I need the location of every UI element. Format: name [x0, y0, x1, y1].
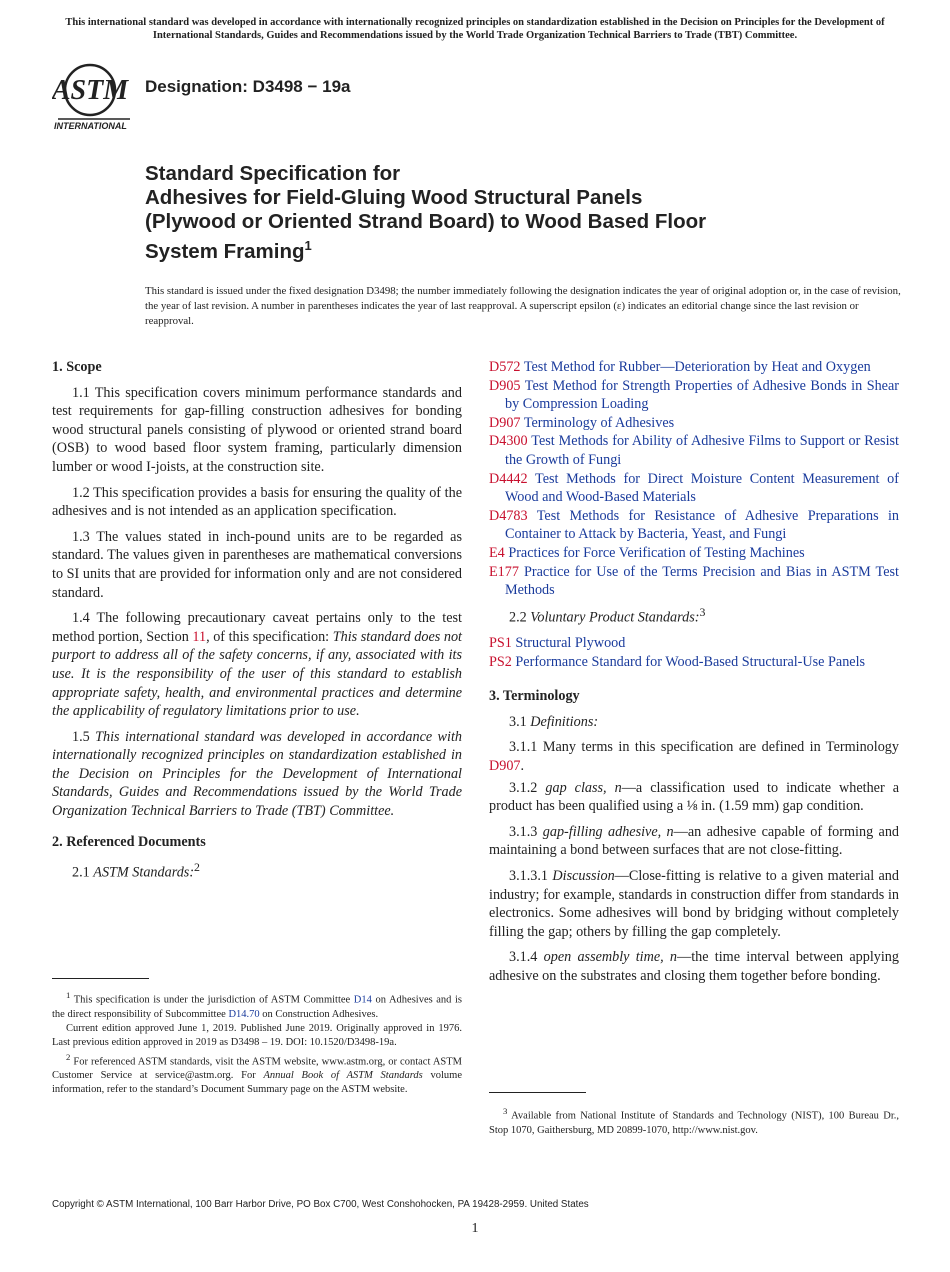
reference-item[interactable] — [489, 470, 899, 507]
footnote-1: $^1$ This specification is under the jurisdiction of ASTM Committee D14 on Adhesives and is the direct responsibility of Subcommittee D14.70 on Construction Adhesives. — [52, 990, 463, 1020]
reference-code[interactable]: D4783 — [489, 507, 528, 524]
reference-item[interactable] — [489, 358, 899, 377]
reference-title[interactable]: Test Method for Rubber—Deterioration by Heat and Oxygen — [523, 359, 871, 375]
footnotes-left — [52, 988, 462, 1097]
reference-item[interactable] — [489, 377, 899, 414]
ps-reference-list — [489, 634, 899, 671]
reference-code[interactable]: E177 — [489, 563, 519, 580]
para-3-1-4: 3.1.4 open assembly time, n—the time interval between applying adhesive on the substrates and closing them together before bonding. — [489, 949, 899, 984]
para-1-1: 1.1 This specification covers minimum performance standards and test requirements for gap-filling construction adhesives for bonding wood structural panels consisting of plywood or oriented strand board (OSB) to wood based floor system framing, particularly dimension lumber or wood I-joists, at the construction site. — [52, 384, 462, 475]
reference-code[interactable]: E4 — [489, 544, 505, 561]
reference-code[interactable]: D4300 — [489, 433, 528, 450]
reference-item[interactable] — [489, 634, 899, 653]
footnote-1-edition: Current edition approved June 1, 2019. Published June 2019. Originally approved in 1976. Last previous edition approved in 2019 as D3498 – 19. DOI: 10.1520/D3498-19a. — [52, 1022, 462, 1048]
issued-note: This standard is issued under the fixed designation D3498; the number immediately following the designation indicates the year of original adoption or, in the case of revision, the year of last revision. A number in parentheses indicates the year of last reapproval. A superscript epsilon (ε) indicates an editorial change since the last revision or reapproval. — [145, 285, 901, 327]
reference-code[interactable]: D905 — [489, 377, 521, 394]
reference-title[interactable]: Test Methods for Resistance of Adhesive Preparations in Container to Attack by Bacteria, Yeast, and Fungi — [505, 507, 899, 543]
title-line-2: Adhesives for Field-Gluing Wood Structural Panels — [145, 186, 643, 209]
astm-logo — [52, 58, 134, 132]
title-footnote-ref[interactable]: 1 — [304, 238, 312, 253]
para-3-1-3-1: 3.1.3.1 Discussion—Close-fitting is relative to a given material and industry; for example, standards in construction differ from standards in electronics. Some adhesives will bond by bridging without completely filling the gap; others by filling the gap completely. — [489, 867, 899, 940]
left-column — [52, 358, 462, 890]
reference-item[interactable] — [489, 414, 899, 433]
section-2-heading: 2. Referenced Documents — [52, 833, 206, 850]
section-11-link[interactable]: 11 — [192, 628, 207, 645]
section-1-heading: 1. Scope — [52, 359, 102, 375]
para-2-2: 2.2 Voluntary Product Standards:$^3$ — [509, 604, 706, 626]
para-1-2: 1.2 This specification provides a basis for ensuring the quality of the adhesives and is not intended as an application specification. — [52, 484, 462, 520]
para-1-4: 1.4 The following precautionary caveat pertains only to the test method portion, Section 11, of this specification: This standard does not purport to address all of the safety concerns, if any, associated with its use. It is the responsibility of the user of this standard to establish appropriate safety, health, and environmental practices and determine the applicability of regulatory limitations prior to use. — [52, 610, 462, 720]
title-line-4: System Framing$^1$ — [145, 238, 312, 263]
reference-code[interactable]: D4442 — [489, 470, 528, 487]
right-column — [489, 358, 899, 993]
reference-title[interactable]: Practices for Force Verification of Testing Machines — [508, 544, 805, 561]
reference-title[interactable]: Test Method for Strength Properties of Adhesive Bonds in Shear by Compression Loading — [505, 377, 899, 413]
para-3-1-3: 3.1.3 gap-filling adhesive, n—an adhesive capable of forming and maintaining a bond between surfaces that are not close-fitting. — [489, 823, 900, 859]
reference-item[interactable] — [489, 563, 899, 600]
title-line-3: (Plywood or Oriented Strand Board) to Wood Based Floor — [145, 210, 707, 233]
para-3-1: 3.1 Definitions: — [509, 713, 599, 730]
reference-item[interactable] — [489, 432, 899, 469]
reference-item[interactable] — [489, 653, 899, 672]
page-number: 1 — [471, 1221, 479, 1236]
para-1-5: 1.5 This international standard was developed in accordance with internationally recognized principles on standardization established in the Decision on Principles for the Development of International Standards, Guides and Recommendations issued by the World Trade Organization Technical Barriers to Trade (TBT) Committee. — [52, 728, 462, 820]
para-3-1-1: 3.1.1 Many terms in this specification are defined in Terminology D907. — [489, 739, 899, 775]
d14-link[interactable]: D14 — [353, 994, 372, 1006]
document-title — [145, 162, 845, 264]
para-1-3: 1.3 The values stated in inch-pound units are to be regarded as standard. The values given in parentheses are mathematical conversions to SI units that are provided for information only and are not considered standard. — [52, 528, 462, 601]
footnote-3: $^3$ Available from National Institute of Standards and Technology (NIST), 100 Bureau Dr., Stop 1070, Gaithersburg, MD 20899-1070, http://www.nist.gov. — [489, 1106, 899, 1136]
reference-title[interactable]: Test Methods for Direct Moisture Content Measurement of Wood and Wood-Based Materials — [505, 470, 899, 506]
reference-title[interactable]: Performance Standard for Wood-Based Structural-Use Panels — [515, 653, 866, 670]
para-3-1-2: 3.1.2 gap class, n—a classification used to indicate whether a product has been qualified using a ⅛ in. (1.59 mm) gap condition. — [489, 779, 900, 815]
copyright-line: Copyright © ASTM International, 100 Barr Harbor Drive, PO Box C700, West Conshohocken, PA 19428-2959. United States — [52, 1199, 589, 1210]
title-line-1: Standard Specification for — [145, 162, 401, 185]
footnote-2: $^2$ For referenced ASTM standards, visit the ASTM website, www.astm.org, or contact ASTM Customer Service at service@astm.org. For Annual Book of ASTM Standards volume information, refer to the standard’s Document Summary page on the ASTM website. — [52, 1051, 463, 1095]
designation: Designation: D3498 − 19a — [145, 77, 351, 96]
d907-link[interactable]: D907 — [489, 758, 521, 775]
reference-code[interactable]: D907 — [489, 414, 521, 431]
reference-item[interactable] — [489, 544, 899, 563]
footnote-2-ref[interactable]: 2 — [194, 860, 200, 875]
astm-reference-list — [489, 358, 899, 600]
d14-70-link[interactable]: D14.70 — [228, 1008, 260, 1020]
reference-item[interactable] — [489, 507, 899, 544]
footnote-rule-left — [52, 978, 149, 979]
reference-code[interactable]: D572 — [489, 359, 521, 375]
svg-text:ASTM: ASTM — [52, 75, 129, 106]
reference-code[interactable]: PS2 — [489, 653, 512, 670]
section-3-heading: 3. Terminology — [489, 688, 580, 705]
reference-title[interactable]: Structural Plywood — [515, 635, 626, 652]
footnote-rule-right — [489, 1092, 586, 1093]
reference-title[interactable]: Practice for Use of the Terms Precision and Bias in ASTM Test Methods — [505, 563, 899, 599]
footnote-3-ref[interactable]: 3 — [699, 604, 706, 619]
international-standard-notice: This international standard was developed in accordance with internationally recognized principles on standardization established in the Decision on Principles for the Development of International Standards, Guides and Recommendations issued by the World Trade Organization Technical Barriers to Trade (TBT) Committee. — [65, 17, 885, 41]
para-2-1: 2.1 ASTM Standards:$^2$ — [72, 860, 200, 881]
reference-code[interactable]: PS1 — [489, 635, 512, 652]
svg-text:INTERNATIONAL: INTERNATIONAL — [54, 121, 127, 131]
reference-title[interactable]: Terminology of Adhesives — [523, 414, 675, 431]
reference-title[interactable]: Test Methods for Ability of Adhesive Films to Support or Resist the Growth of Fungi — [505, 433, 899, 468]
